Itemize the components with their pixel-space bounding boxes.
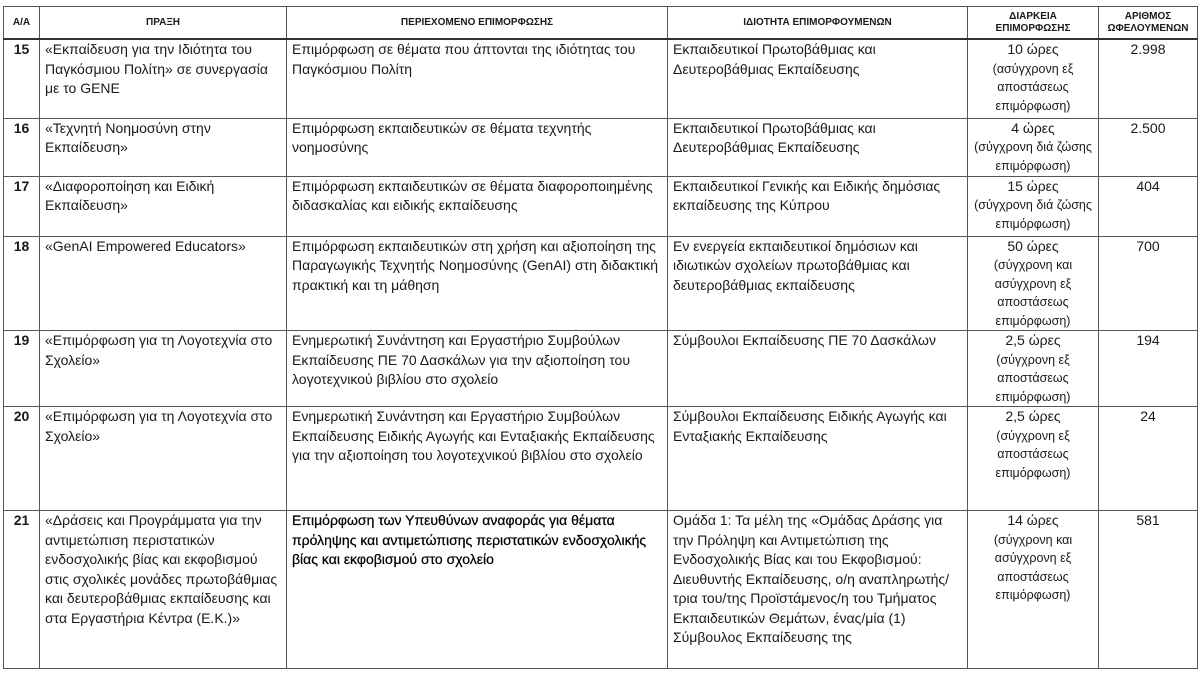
duration-cell [968, 236, 1099, 331]
header-content: ΠΕΡΙΕΧΟΜΕΝΟ ΕΠΙΜΟΡΦΩΣΗΣ [287, 7, 668, 40]
row-number: 21 [4, 511, 40, 669]
duration-mode: (σύγχρονη και ασύγχρονη εξ αποστάσεως επιμόρφωση) [993, 258, 1073, 328]
table-row [4, 39, 1198, 118]
persons-cell: Σύμβουλοι Εκπαίδευσης Ειδικής Αγωγής και Ενταξιακής Εκπαίδευσης [668, 407, 968, 511]
beneficiaries-cell: 581 [1099, 511, 1198, 669]
duration-hours: 15 ώρες [1007, 177, 1059, 194]
duration-hours: 4 ώρες [1011, 119, 1055, 136]
header-aa: Α/Α [4, 7, 40, 40]
content-cell: Επιμόρφωση εκπαιδευτικών σε θέματα διαφοροποιημένης διδασκαλίας και ειδικής εκπαίδευσης [287, 176, 668, 236]
persons-cell: Εν ενεργεία εκπαιδευτικοί δημόσιων και ιδιωτικών σχολείων πρωτοβάθμιας και δευτεροβάθμιας εκπαίδευσης [668, 236, 968, 331]
duration-mode: (σύγχρονη και ασύγχρονη εξ αποστάσεως επιμόρφωση) [993, 532, 1073, 602]
header-duration-line2: ΕΠΙΜΟΡΦΩΣΗΣ [995, 22, 1071, 34]
row-number: 18 [4, 236, 40, 331]
action-cell: «Επιμόρφωση για τη Λογοτεχνία στο Σχολείο» [40, 331, 287, 407]
content-cell: Επιμόρφωση σε θέματα που άπτονται της ιδιότητας του Παγκόσμιου Πολίτη [287, 39, 668, 118]
content-cell: Επιμόρφωση των Υπευθύνων αναφοράς για θέματα πρόληψης και αντιμετώπισης περιστατικών ενδοσχολικής βίας και εκφοβισμού στο σχολείο [287, 511, 668, 669]
training-actions-table [3, 6, 1198, 669]
table-row [4, 511, 1198, 669]
header-persons: ΙΔΙΟΤΗΤΑ ΕΠΙΜΟΡΦΟΥΜΕΝΩΝ [668, 7, 968, 40]
duration-mode: (σύγχρονη εξ αποστάσεως επιμόρφωση) [995, 352, 1071, 404]
duration-mode: (σύγχρονη διά ζώσης επιμόρφωση) [974, 198, 1092, 231]
table-row [4, 236, 1198, 331]
header-duration-line1: ΔΙΑΡΚΕΙΑ [1009, 10, 1057, 22]
beneficiaries-cell: 194 [1099, 331, 1198, 407]
duration-hours: 50 ώρες [1007, 237, 1059, 254]
table-row [4, 176, 1198, 236]
duration-mode: (σύγχρονη διά ζώσης επιμόρφωση) [974, 140, 1092, 173]
header-duration [968, 7, 1099, 40]
duration-cell [968, 118, 1099, 176]
duration-hours: 10 ώρες [1007, 41, 1059, 57]
persons-cell: Εκπαιδευτικοί Πρωτοβάθμιας και Δευτεροβάθμιας Εκπαίδευσης [668, 118, 968, 176]
beneficiaries-cell: 404 [1099, 176, 1198, 236]
row-number: 20 [4, 407, 40, 511]
header-beneficiaries-line1: ΑΡΙΘΜΟΣ [1124, 10, 1172, 22]
content-cell: Επιμόρφωση εκπαιδευτικών σε θέματα τεχνητής νοημοσύνης [287, 118, 668, 176]
table-row [4, 331, 1198, 407]
row-number: 15 [4, 39, 40, 118]
content-cell: Ενημερωτική Συνάντηση και Εργαστήριο Συμβούλων Εκπαίδευσης Ειδικής Αγωγής και Ενταξιακής Εκπαίδευσης για την αξιοποίηση του λογοτεχνικού βιβλίου στο σχολείο [287, 407, 668, 511]
duration-cell [968, 331, 1099, 407]
header-beneficiaries [1099, 7, 1198, 40]
table-row [4, 118, 1198, 176]
content-cell: Ενημερωτική Συνάντηση και Εργαστήριο Συμβούλων Εκπαίδευσης ΠΕ 70 Δασκάλων για την αξιοποίηση του λογοτεχνικού βιβλίου στο σχολείο [287, 331, 668, 407]
row-number: 16 [4, 118, 40, 176]
duration-cell [968, 176, 1099, 236]
persons-cell: Εκπαιδευτικοί Γενικής και Ειδικής δημόσιας εκπαίδευσης της Κύπρου [668, 176, 968, 236]
action-cell: «GenAI Empowered Educators» [40, 236, 287, 331]
row-number: 19 [4, 331, 40, 407]
duration-hours: 2,5 ώρες [1005, 408, 1061, 424]
action-cell: «Τεχνητή Νοημοσύνη στην Εκπαίδευση» [40, 118, 287, 176]
header-action: ΠΡΑΞΗ [40, 7, 287, 40]
persons-cell: Ομάδα 1: Τα μέλη της «Ομάδας Δράσης για την Πρόληψη και Αντιμετώπιση της Ενδοσχολικής Βίας και του Εκφοβισμού: Διευθυντής Εκπαίδευσης, ο/η αναπληρωτής/τρια του/της Προϊστάμενος/η του Τμήματος Εκπαιδευτικών Θεμάτων, ένας/μία (1) Σύμβουλος Εκπαίδευσης της [668, 511, 968, 669]
header-row [4, 7, 1198, 40]
duration-hours: 14 ώρες [1007, 512, 1059, 528]
beneficiaries-cell: 2.998 [1099, 39, 1198, 118]
beneficiaries-cell: 24 [1099, 407, 1198, 511]
beneficiaries-cell: 2.500 [1099, 118, 1198, 176]
action-cell: «Εκπαίδευση για την Ιδιότητα του Παγκόσμιου Πολίτη» σε συνεργασία με το GENE [40, 39, 287, 118]
beneficiaries-cell: 700 [1099, 236, 1198, 331]
content-cell: Επιμόρφωση εκπαιδευτικών στη χρήση και αξιοποίηση της Παραγωγικής Τεχνητής Νοημοσύνης (GenAI) στη διδακτική πρακτική και τη μάθηση [287, 236, 668, 331]
duration-cell [968, 39, 1099, 118]
duration-cell [968, 407, 1099, 511]
action-cell: «Δράσεις και Προγράμματα για την αντιμετώπιση περιστατικών ενδοσχολικής βίας και εκφοβισμού στις σχολικές μονάδες πρωτοβάθμιας και δευτεροβάθμιας εκπαίδευσης και στα Εργαστήρια Κέντρα (Ε.Κ.)» [40, 511, 287, 669]
duration-mode: (ασύγχρονη εξ αποστάσεως επιμόρφωση) [992, 61, 1074, 113]
duration-mode: (σύγχρονη εξ αποστάσεως επιμόρφωση) [995, 428, 1071, 480]
table-header [4, 7, 1198, 40]
table-body [4, 39, 1198, 669]
persons-cell: Εκπαιδευτικοί Πρωτοβάθμιας και Δευτεροβάθμιας Εκπαίδευσης [668, 39, 968, 118]
duration-hours: 2,5 ώρες [1005, 332, 1061, 348]
header-beneficiaries-line2: ΩΦΕΛΟΥΜΕΝΩΝ [1107, 22, 1189, 34]
action-cell: «Επιμόρφωση για τη Λογοτεχνία στο Σχολείο» [40, 407, 287, 511]
row-number: 17 [4, 176, 40, 236]
persons-cell: Σύμβουλοι Εκπαίδευσης ΠΕ 70 Δασκάλων [668, 331, 968, 407]
action-cell: «Διαφοροποίηση και Ειδική Εκπαίδευση» [40, 176, 287, 236]
table-row [4, 407, 1198, 511]
duration-cell [968, 511, 1099, 669]
